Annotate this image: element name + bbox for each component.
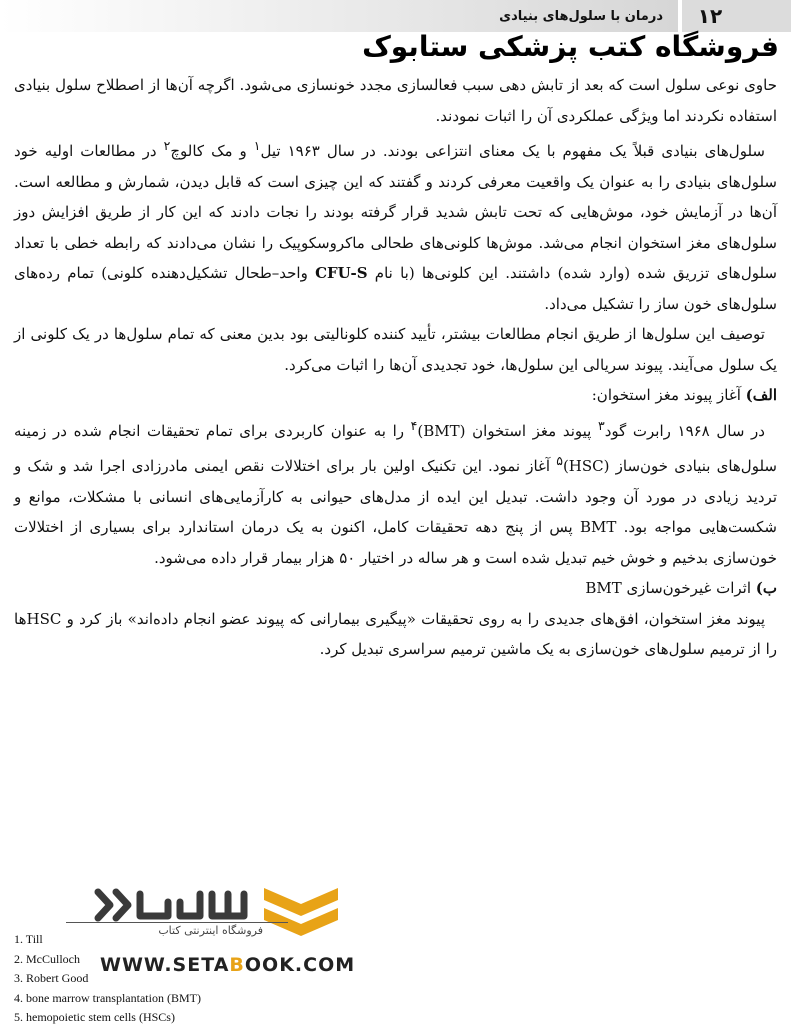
section-heading-a — [14, 380, 777, 411]
footnote-3: 3. Robert Good — [14, 971, 89, 985]
page-number: ۱۲ — [697, 4, 723, 28]
section-b-text: اثرات غیرخون‌سازی BMT — [585, 579, 756, 597]
paragraph-4 — [14, 411, 777, 574]
section-heading-b — [14, 573, 777, 604]
footnote-2: 2. McCulloch — [14, 951, 80, 966]
page-body — [14, 70, 777, 665]
url-prefix: WWW.SETA — [100, 954, 230, 976]
paragraph-5: پیوند مغز استخوان، افق‌های جدیدی را به روی تحقیقات «پیگیری بیمارانی که پیوند عضو انجام داده‌اند» باز کرد و HSCها را از ترمیم سلول‌های خون‌سازی به یک ماشین ترمیم سراسری تبدیل کرد. — [14, 609, 777, 658]
watermark-title: فروشگاه کتب پزشکی ستابوک — [362, 30, 779, 63]
url-suffix: OOK.COM — [244, 954, 356, 976]
book-emblem-icon — [260, 880, 342, 942]
footnote-5: 5. hemopoietic stem cells (HSCs) — [14, 1010, 175, 1024]
url-accent: B — [229, 954, 245, 976]
paragraph-2 — [14, 131, 777, 319]
p4-text-c: را به عنوان کاربردی برای تمام تحقیقات انجام شده در زمینه سلول‌های بنیادی خون‌ساز (HSC) — [14, 421, 777, 475]
p2-text-d: واحد–طحال تشکیل‌دهنده کلونی) تمام رده‌های سلول‌های خون ساز را تشکیل می‌داد. — [14, 264, 777, 313]
footnote-divider — [66, 922, 288, 923]
section-a-label: الف) — [745, 386, 777, 404]
footnote-ref-5: ۵ — [556, 453, 563, 468]
cfu-s-term: CFU-S — [315, 264, 368, 282]
logo-subtitle: فروشگاه اینترنتی کتاب — [158, 924, 263, 937]
p4-text-a: در سال ۱۹۶۸ رابرت گود — [604, 421, 765, 440]
paragraph-1: حاوی نوعی سلول است که بعد از تابش دهی سبب فعالسازی مجدد خونسازی می‌شود. اگرچه آن‌ها از اصطلاح سلول بنیادی استفاده نکردند اما ویژگی عملکردی آن را اثبات نمودند. — [14, 76, 777, 125]
chapter-title: درمان با سلول‌های بنیادی — [499, 9, 663, 24]
footnote-ref-4: ۴ — [410, 417, 418, 433]
p4-text-b: پیوند مغز استخوان (BMT) — [417, 421, 598, 440]
section-b-label: ب) — [755, 579, 777, 597]
p4-text-d: آغاز نمود. این تکنیک اولین بار برای اختلالات نقص ایمنی مادرزادی اجرا شد و شک و تردید زیادی در مورد آن وجود داشت. تبدیل این ایده از مدل‌های حیوانی به کارآزمایی‌های انسانی با مشکلات، موانع و شکست‌هایی مواجه بود. BMT پس از پنج دهه تحقیقات کامل، اکنون به یک درمان استاندارد برای بسیاری از اختلالات خون‌سازی بدخیم و خوش خیم تبدیل شده است و هر ساله در اختیار ۵۰ هزار بیمار قرار داده می‌شود. — [14, 457, 777, 567]
p2-text-b: و مک کالوچ — [170, 142, 254, 160]
page-header — [0, 0, 791, 34]
footnotes — [14, 930, 201, 1028]
p2-text-a: سلول‌های بنیادی قبلاً یک مفهوم با یک معنای انتزاعی بودند. در سال ۱۹۶۳ تیل — [260, 142, 765, 160]
footnote-4: 4. bone marrow transplantation (BMT) — [14, 990, 201, 1005]
footnote-ref-3: ۳ — [597, 417, 605, 433]
paragraph-3: توصیف این سلول‌ها از طریق انجام مطالعات بیشتر، تأیید کننده کلونالیتی بود بدین معنی که تمام سلول‌ها در یک کلونی از یک سلول می‌آیند. پیوند سریالی این سلول‌ها، خود تجدیدی آن‌ها را اثبات می‌کرد. — [14, 325, 777, 374]
section-a-text: آغاز پیوند مغز استخوان: — [591, 386, 746, 404]
footnote-ref-2: ۲ — [163, 138, 171, 153]
p2-text-c: در مطالعات اولیه خود سلول‌های بنیادی را به عنوان یک واقعیت معرفی کردند و گفتند که این چیزی است که قابل دیدن، شمارش و مطالعه است. آن‌ها در آزمایش خود، موش‌هایی که تحت تابش شدید قرار گرفته بودند را نجات دادند که این کار از طریق افزایش دوز سلول‌های مغز استخوان انجام می‌شد. موش‌ها کلونی‌های طحالی ماکروسکوپیک را نشان می‌دادند که رابطه خطی با تعداد سلول‌های تزریق شده (وارد شده) داشتند. این کلونی‌ها (با نام — [14, 142, 777, 282]
footnote-ref-1: ۱ — [253, 138, 261, 153]
footnote-1: 1. Till — [14, 932, 43, 946]
